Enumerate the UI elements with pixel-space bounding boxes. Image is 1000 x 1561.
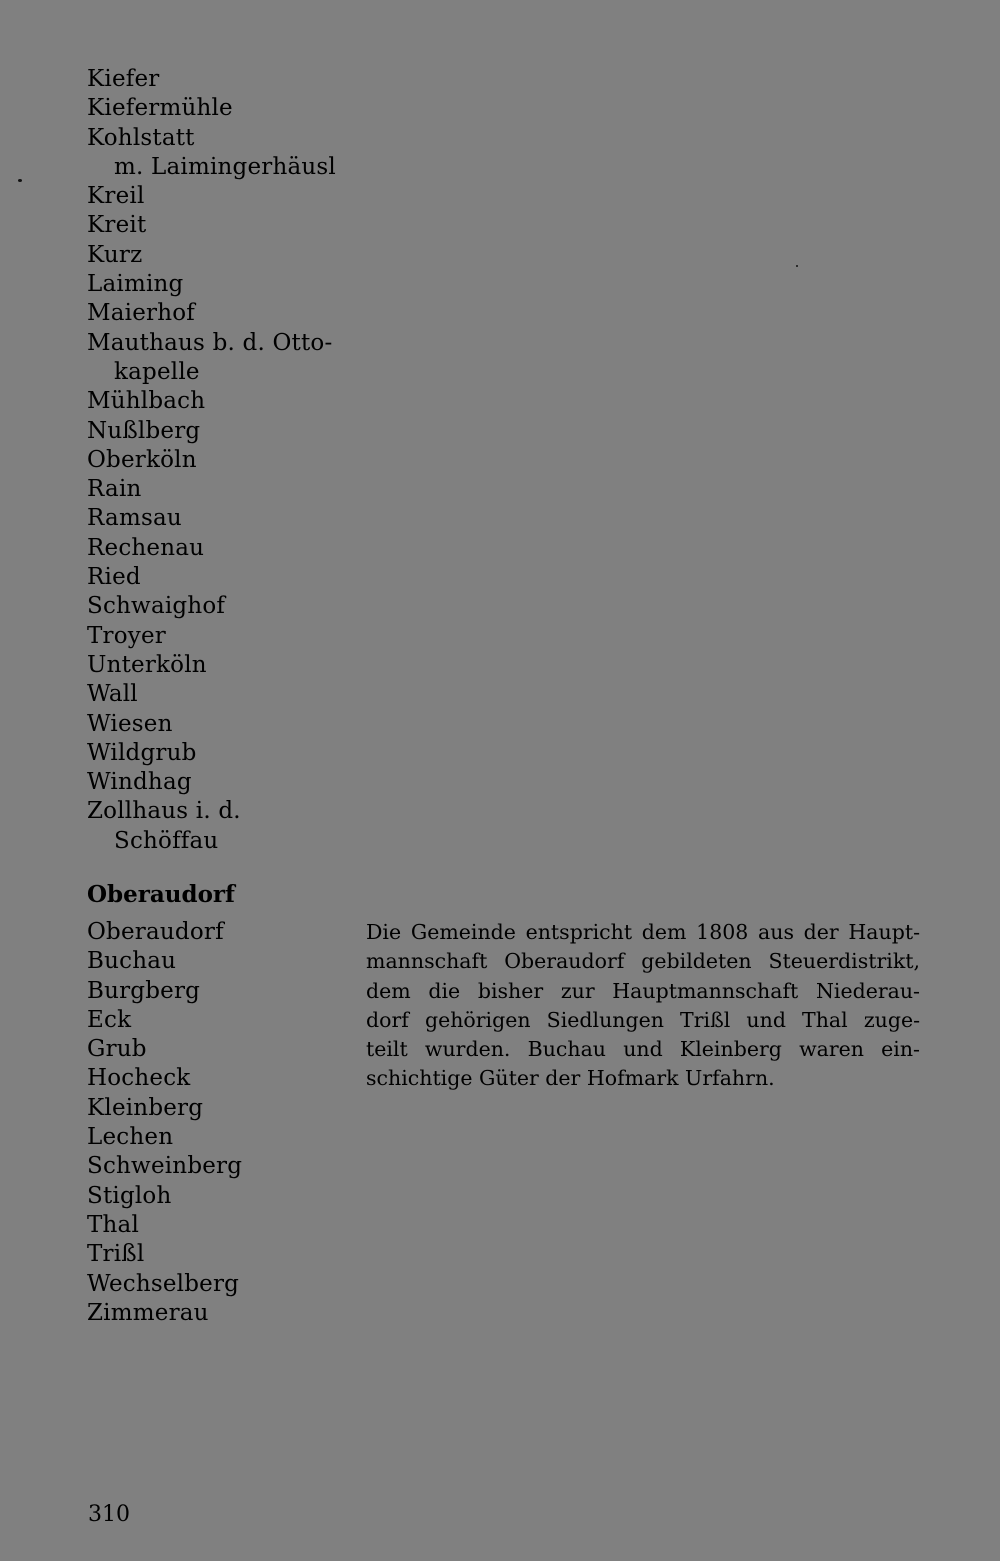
section-description [366, 918, 920, 1094]
place-entry: Kiefer [87, 66, 160, 92]
place-entry: Kohlstatt [87, 124, 195, 151]
place-entry: Maierhof [87, 300, 195, 327]
place-entry: m. Laimingerhäusl [114, 153, 336, 180]
place-entry: Rain [87, 476, 142, 503]
place-entry: Laiming [87, 271, 184, 298]
description-line: teilt wurden. Buchau und Kleinberg waren ein- [366, 1037, 920, 1062]
place-entry: Burgberg [87, 977, 201, 1004]
place-entry: Nußlberg [87, 417, 201, 444]
page-number: 310 [88, 1502, 130, 1527]
description-line: mannschaft Oberaudorf gebildeten Steuerdistrikt, [366, 949, 920, 974]
place-entry: Ramsau [87, 505, 182, 532]
description-line: dorf gehörigen Siedlungen Trißl und Thal zuge- [366, 1007, 920, 1032]
place-entry: kapelle [114, 358, 200, 385]
place-entry: Wechselberg [87, 1270, 240, 1297]
place-entry: Schweinberg [87, 1153, 243, 1180]
place-entry: Wall [87, 681, 138, 708]
place-entry: Stigloh [87, 1182, 172, 1209]
place-entry: Zollhaus i. d. [87, 798, 241, 825]
place-entry: Kleinberg [87, 1094, 204, 1121]
scan-speck [796, 265, 798, 267]
place-entry: Trißl [87, 1241, 145, 1268]
place-entry: Thal [87, 1211, 140, 1238]
place-entry: Windhag [87, 769, 192, 796]
place-entry: Oberköln [87, 446, 197, 473]
place-entry: Mühlbach [87, 388, 206, 415]
place-entry: Unterköln [87, 651, 207, 678]
place-entry: Kreil [87, 183, 145, 210]
place-entry: Wildgrub [87, 739, 197, 766]
place-entry: Zimmerau [87, 1299, 209, 1326]
place-entry: Hocheck [87, 1065, 191, 1092]
description-line: Die Gemeinde entspricht dem 1808 aus der Haupt- [366, 920, 920, 944]
place-entry: Schwaighof [87, 593, 226, 620]
place-entry: Rechenau [87, 534, 205, 561]
place-entry: Oberaudorf [87, 919, 224, 945]
description-line: dem die bisher zur Hauptmannschaft Niederau- [366, 978, 920, 1003]
place-entry: Kiefermühle [87, 95, 233, 122]
place-entry: Buchau [87, 948, 177, 975]
place-entry: Lechen [87, 1124, 174, 1151]
description-line: schichtige Güter der Hofmark Urfahrn. [366, 1066, 775, 1091]
place-entry: Troyer [87, 622, 166, 649]
scan-speck [18, 179, 22, 182]
place-list-first [87, 65, 336, 856]
place-entry: Eck [87, 1006, 132, 1033]
place-entry: Kurz [87, 241, 143, 268]
place-list-oberaudorf [87, 918, 242, 1328]
place-entry: Kreit [87, 212, 147, 239]
place-entry: Wiesen [87, 710, 173, 737]
place-entry: Ried [87, 564, 141, 591]
place-entry: Schöffau [114, 827, 219, 854]
place-entry: Mauthaus b. d. Otto- [87, 329, 333, 356]
place-entry: Grub [87, 1036, 147, 1063]
section-heading: Oberaudorf [87, 881, 235, 908]
